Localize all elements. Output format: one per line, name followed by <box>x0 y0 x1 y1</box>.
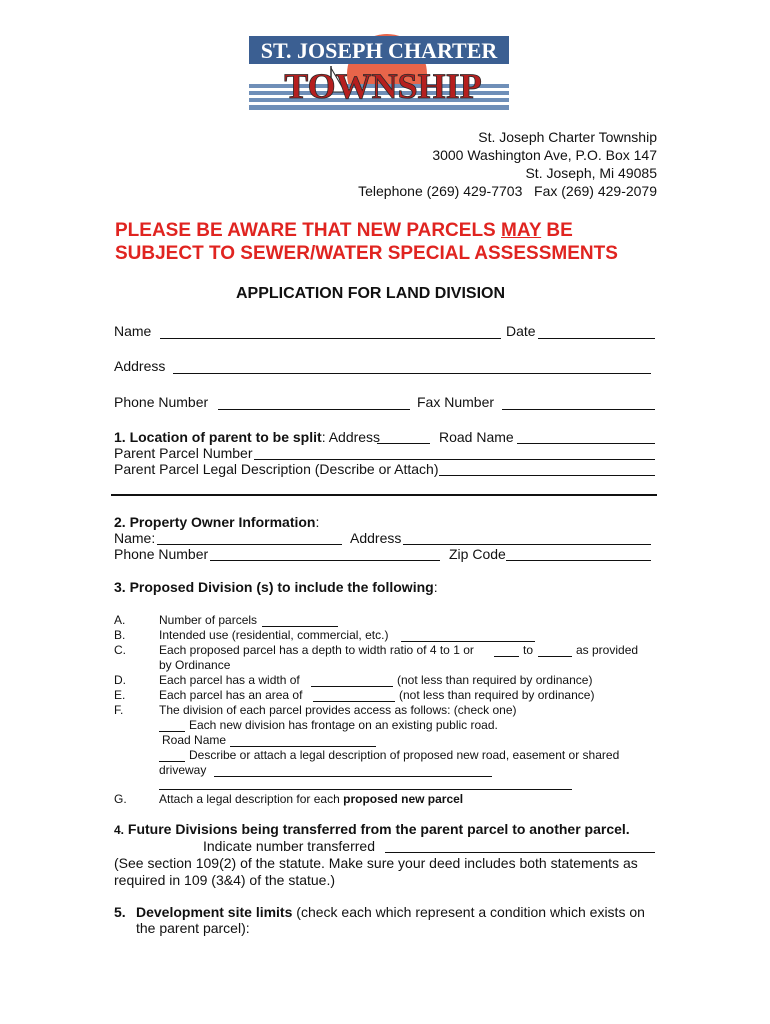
owner-address-label: Address <box>350 530 402 546</box>
item-f-road-name-label: Road Name <box>162 733 227 747</box>
item-f-text: The division of each parcel provides access as follows: (check one) <box>159 703 517 717</box>
number-transferred-field[interactable] <box>385 839 655 853</box>
owner-zip-field[interactable] <box>506 547 651 561</box>
section5-heading: Development site limits (check each which represent a condition which exists on <box>136 904 645 920</box>
phone-label: Phone Number <box>114 394 209 410</box>
owner-address-field[interactable] <box>403 531 651 545</box>
section1-road-name-field[interactable] <box>517 430 655 444</box>
section4-heading: 4. Future Divisions being transferred from the parent parcel to another parcel. <box>114 821 630 837</box>
date-label: Date <box>506 323 536 339</box>
item-g-letter: G. <box>114 792 127 806</box>
ratio-field-1[interactable] <box>494 643 519 657</box>
item-f-driveway-label: driveway <box>159 763 207 777</box>
section1-road-name-label: Road Name <box>439 429 514 445</box>
owner-name-field[interactable] <box>157 531 342 545</box>
section1-address-field[interactable] <box>377 430 430 444</box>
item-e-note: (not less than required by ordinance) <box>399 688 595 702</box>
item-a-text: Number of parcels <box>159 613 258 627</box>
township-logo <box>249 28 509 110</box>
driveway-field[interactable] <box>214 763 492 777</box>
item-d-note: (not less than required by ordinance) <box>397 673 593 687</box>
address-label: Address <box>114 358 166 374</box>
describe-checkbox-line[interactable] <box>159 748 185 762</box>
item-c-letter: C. <box>114 643 126 657</box>
item-b-text: Intended use (residential, commercial, etc.) <box>159 628 389 642</box>
section3-heading: 3. Proposed Division (s) to include the following: <box>114 579 438 595</box>
parcel-area-field[interactable] <box>313 688 395 702</box>
indicate-number-label: Indicate number transferred <box>203 838 375 854</box>
address-field[interactable] <box>173 359 651 374</box>
warning-line-2: SUBJECT TO SEWER/WATER SPECIAL ASSESSMENTS <box>115 243 618 264</box>
item-d-letter: D. <box>114 673 126 687</box>
name-label: Name <box>114 323 152 339</box>
legal-description-label: Parent Parcel Legal Description (Describe or Attach) <box>114 461 439 477</box>
section4-note-1: (See section 109(2) of the statute. Make sure your deed includes both statements as <box>114 855 638 871</box>
phone-field[interactable] <box>218 395 410 410</box>
section4-note-2: required in 109 (3&4) of the statue.) <box>114 872 336 888</box>
address-line-2: 3000 Washington Ave, P.O. Box 147 <box>432 147 657 163</box>
item-e-letter: E. <box>114 688 126 702</box>
item-f-road-name-field[interactable] <box>230 733 376 747</box>
name-field[interactable] <box>160 324 501 339</box>
logo-graphic <box>249 28 509 110</box>
fax-label: Fax Number <box>417 394 495 410</box>
item-f-letter: F. <box>114 703 124 717</box>
section5-num: 5. <box>114 904 126 920</box>
form-title: APPLICATION FOR LAND DIVISION <box>236 285 506 302</box>
frontage-checkbox-line[interactable] <box>159 718 185 732</box>
owner-zip-label: Zip Code <box>449 546 506 562</box>
address-line-1: St. Joseph Charter Township <box>478 129 657 145</box>
ratio-field-2[interactable] <box>538 643 572 657</box>
driveway-field-continued[interactable] <box>159 778 572 790</box>
parent-parcel-number-label: Parent Parcel Number <box>114 445 253 461</box>
owner-phone-label: Phone Number <box>114 546 209 562</box>
logo-line2: TOWNSHIP <box>284 66 482 106</box>
owner-phone-field[interactable] <box>210 547 440 561</box>
warning-line-1: PLEASE BE AWARE THAT NEW PARCELS MAY BE <box>115 220 573 241</box>
item-d-text: Each parcel has a width of <box>159 673 300 687</box>
parcel-width-field[interactable] <box>311 673 393 687</box>
item-f-option-1: Each new division has frontage on an existing public road. <box>189 718 498 732</box>
section1-line1: 1. Location of parent to be split: Address <box>114 429 381 445</box>
item-g-text: Attach a legal description for each proposed new parcel <box>159 792 464 806</box>
owner-name-label: Name: <box>114 530 156 546</box>
item-a-letter: A. <box>114 613 126 627</box>
item-b-letter: B. <box>114 628 126 642</box>
legal-description-field[interactable] <box>439 462 655 476</box>
logo-line1: ST. JOSEPH CHARTER <box>260 38 498 63</box>
item-f-option-2: Describe or attach a legal description of proposed new road, easement or shared <box>189 748 620 762</box>
item-c-text: Each proposed parcel has a depth to width ratio of 4 to 1 or <box>159 643 474 657</box>
contact-line: Telephone (269) 429-7703 Fax (269) 429-2079 <box>358 183 657 199</box>
section-divider <box>111 494 657 496</box>
number-of-parcels-field[interactable] <box>262 613 338 627</box>
parent-parcel-number-field[interactable] <box>254 446 655 460</box>
item-e-text: Each parcel has an area of <box>159 688 303 702</box>
fax-field[interactable] <box>502 395 655 410</box>
intended-use-field[interactable] <box>401 628 535 642</box>
item-c-to: to <box>523 643 534 657</box>
item-c-provided: as provided <box>576 643 639 657</box>
section5-text-2: the parent parcel): <box>136 920 250 936</box>
address-line-3: St. Joseph, Mi 49085 <box>525 165 657 181</box>
item-c-ordinance: by Ordinance <box>159 658 231 672</box>
section2-heading: 2. Property Owner Information: <box>114 514 320 530</box>
date-field[interactable] <box>538 324 655 339</box>
